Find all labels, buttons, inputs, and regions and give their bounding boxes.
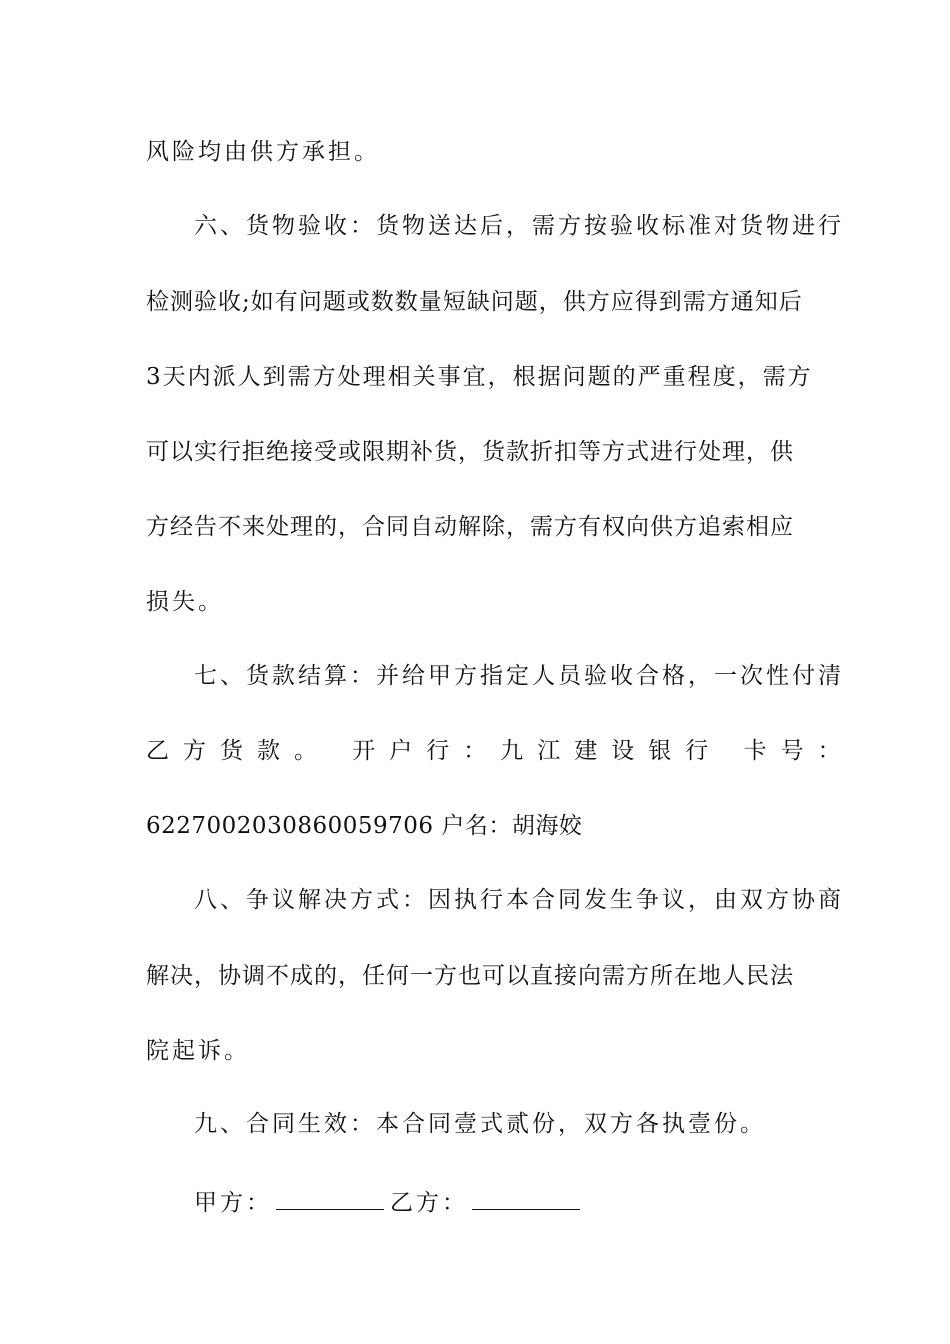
account-number-line: 6227002030860059706 户名：胡海姣 (146, 813, 583, 839)
paragraph-line: 检测验收;如有问题或数数量短缺问题，供方应得到需方通知后 (146, 289, 803, 315)
clause-8-heading-line: 八、争议解决方式：因执行本合同发生争议，由双方协商 (194, 887, 844, 913)
clause-6-heading-line: 六、货物验收：货物送达后，需方按验收标准对货物进行 (194, 213, 844, 239)
party-a-signature-blank[interactable] (276, 1183, 384, 1210)
paragraph-line: 损失。 (146, 589, 224, 615)
party-b-label: 乙方： (390, 1190, 468, 1216)
paragraph-line: 风险均由供方承担。 (146, 139, 380, 165)
paragraph-line: 方经告不来处理的，合同自动解除，需方有权向供方追索相应 (146, 514, 794, 540)
signature-line (194, 1183, 806, 1215)
clause-9-heading-line: 九、合同生效：本合同壹式贰份，双方各执壹份。 (194, 1111, 766, 1137)
clause-7-heading-line: 七、货款结算：并给甲方指定人员验收合格，一次性付清 (194, 663, 844, 689)
paragraph-line: 可以实行拒绝接受或限期补货，货款折扣等方式进行处理，供 (146, 439, 794, 465)
paragraph-line: 解决，协调不成的，任何一方也可以直接向需方所在地人民法 (146, 963, 794, 989)
paragraph-line: 院起诉。 (146, 1038, 250, 1064)
party-a-label: 甲方： (194, 1190, 272, 1216)
bank-info-line: 乙方货款。 开户行：九江建设银行 卡号： (146, 738, 855, 764)
paragraph-line: 3天内派人到需方处理相关事宜，根据问题的严重程度，需方 (146, 364, 813, 390)
party-b-signature-blank[interactable] (472, 1183, 580, 1210)
